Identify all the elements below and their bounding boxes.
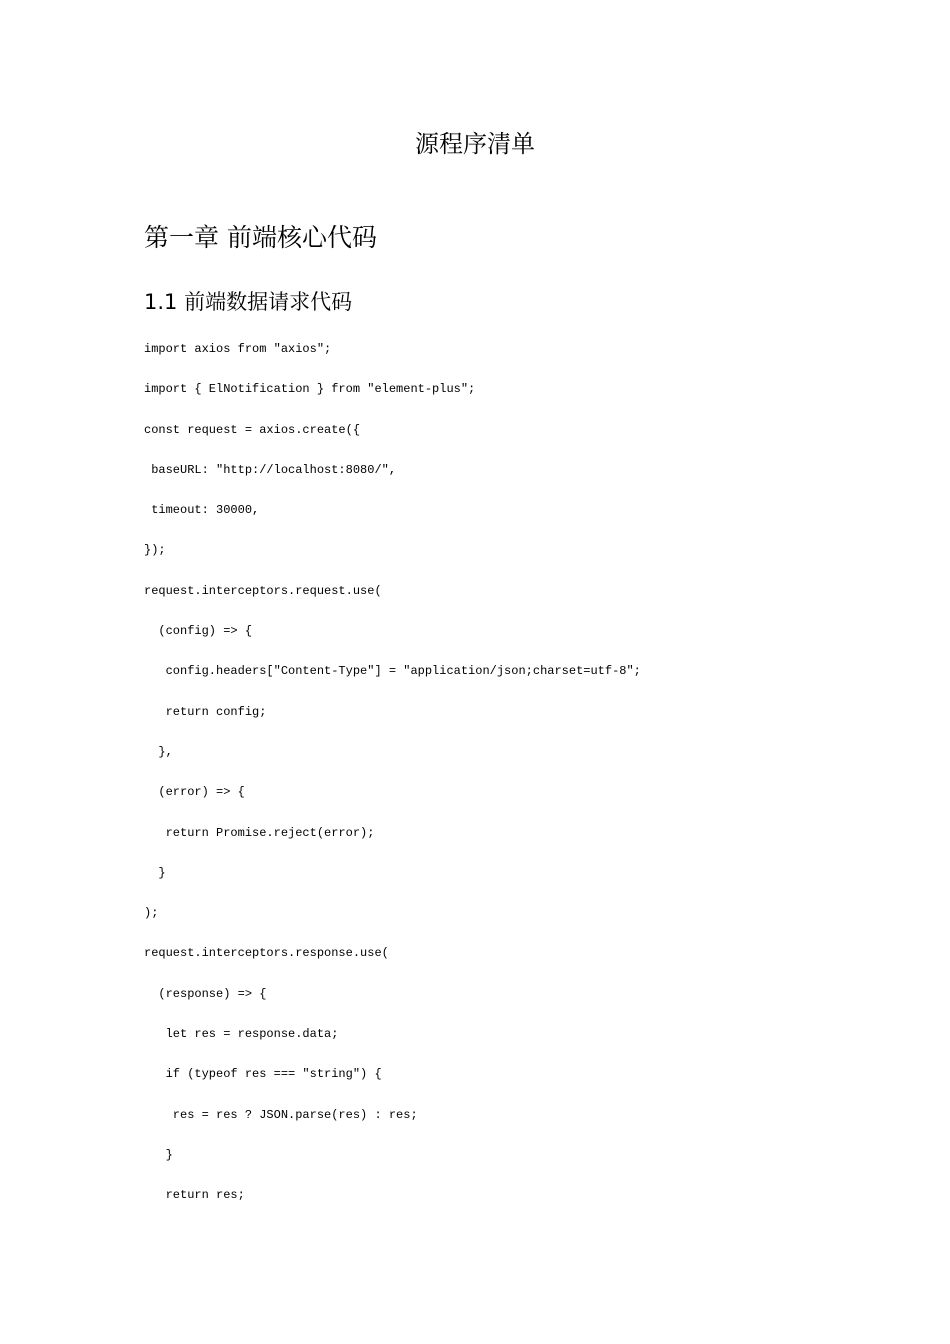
chapter-heading: 第一章 前端核心代码 xyxy=(144,223,377,252)
code-line: }); xyxy=(144,543,166,558)
code-line: baseURL: "http://localhost:8080/", xyxy=(144,462,397,477)
code-line: res = res ? JSON.parse(res) : res; xyxy=(144,1107,418,1122)
code-line: (response) => { xyxy=(144,986,267,1001)
code-line: return res; xyxy=(144,1188,245,1203)
code-line: config.headers["Content-Type"] = "application/json;charset=utf-8"; xyxy=(144,664,641,679)
code-line: (config) => { xyxy=(144,624,253,639)
code-line: }, xyxy=(144,744,173,759)
section-heading: 1.1 前端数据请求代码 xyxy=(144,290,353,314)
code-line: if (typeof res === "string") { xyxy=(144,1067,382,1082)
code-line: const request = axios.create({ xyxy=(144,422,361,437)
code-line: } xyxy=(144,865,166,880)
code-line: request.interceptors.request.use( xyxy=(144,583,382,598)
code-listing xyxy=(144,340,641,1227)
code-line: request.interceptors.response.use( xyxy=(144,946,389,961)
code-line: return config; xyxy=(144,704,267,719)
code-line: return Promise.reject(error); xyxy=(144,825,375,840)
code-line: import { ElNotification } from "element-plus"; xyxy=(144,382,476,397)
code-line: import axios from "axios"; xyxy=(144,342,332,356)
code-line: let res = response.data; xyxy=(144,1027,339,1042)
code-line: } xyxy=(144,1147,173,1162)
code-line: ); xyxy=(144,906,159,921)
code-line: (error) => { xyxy=(144,785,245,800)
document-title: 源程序清单 xyxy=(415,130,535,158)
code-line: timeout: 30000, xyxy=(144,503,260,518)
